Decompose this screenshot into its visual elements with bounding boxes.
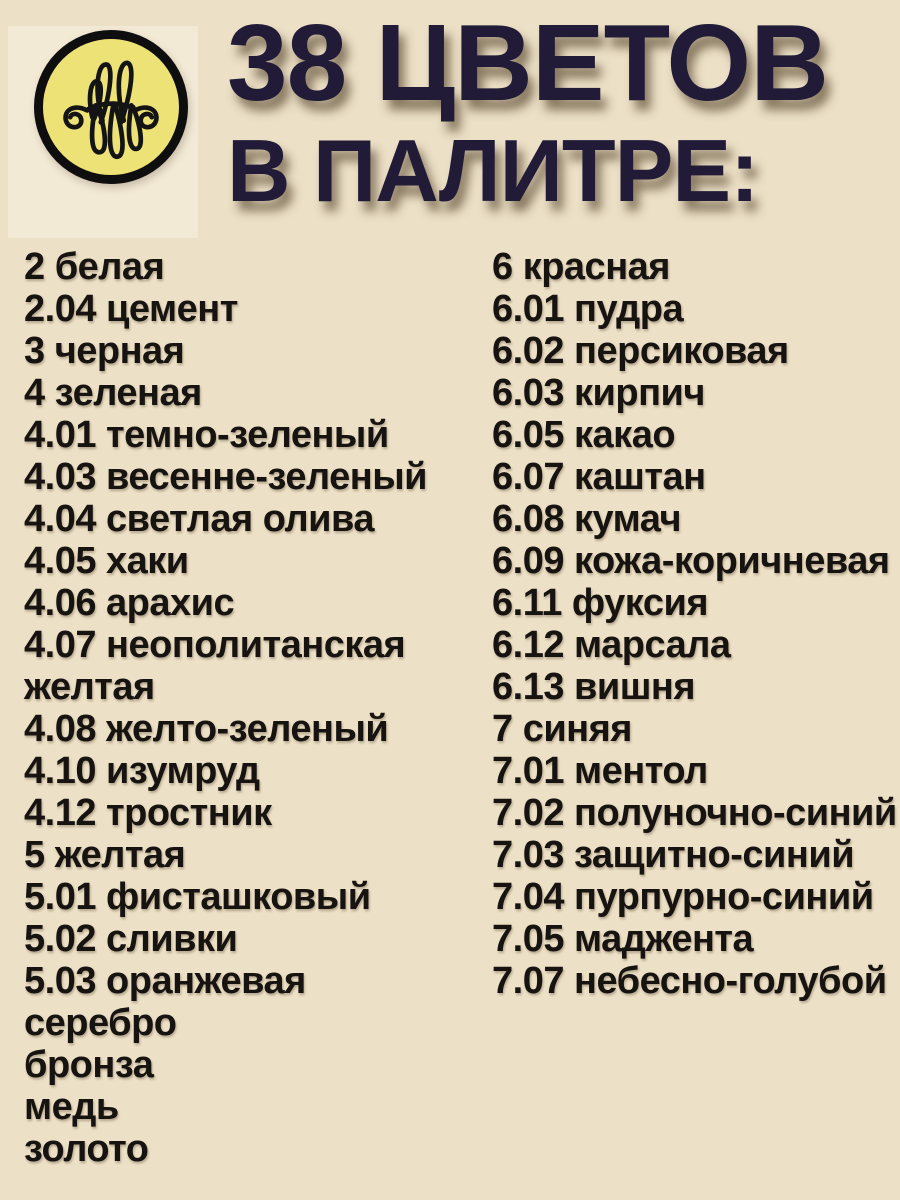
palette-line: бронза [24,1044,154,1086]
palette-line: 4.04 светлая олива [24,498,375,540]
palette-line: 6.12 марсала [492,624,731,666]
palette-column-right [492,246,898,1002]
palette-line: 7.04 пурпурно-синий [492,876,874,918]
palette-line: 7.01 ментол [492,750,708,792]
page-title [227,2,828,220]
palette-line: 4.01 темно-зеленый [24,414,389,456]
palette-line: 6.05 какао [492,414,676,456]
palette-line: золото [24,1128,149,1170]
palette-line: 5 желтая [24,834,186,876]
palette-line: 4.05 хаки [24,540,189,582]
palette-line: медь [24,1086,119,1128]
brand-logo [34,30,188,184]
palette-line: 2.04 цемент [24,288,238,330]
palette-line: 6.11 фуксия [492,582,708,624]
palette-line: 4.06 арахис [24,582,235,624]
palette-column-left [24,246,490,1170]
palette-line: 3 черная [24,330,185,372]
palette-line: 6.02 персиковая [492,330,789,372]
palette-line: 2 белая [24,246,165,288]
palette-line: 7 синяя [492,708,632,750]
palette-line: 4.03 весенне-зеленый [24,456,428,498]
palette-line: 6 красная [492,246,670,288]
palette-line: 5.03 оранжевая [24,960,306,1002]
palette-line: 4.12 тростник [24,792,272,834]
palette-line: 6.07 каштан [492,456,706,498]
palette-line: 4.07 неополитанская [24,624,406,666]
palette-line: 5.02 сливки [24,918,238,960]
palette-line: 4.10 изумруд [24,750,260,792]
palette-line: 7.02 полуночно-синий [492,792,897,834]
palette-line: 4 зеленая [24,372,202,414]
palette-line: 7.07 небесно-голубой [492,960,887,1002]
title-line-2: В ПАЛИТРЕ: [227,121,759,220]
palette-line: 6.13 вишня [492,666,696,708]
palette-line: 6.09 кожа-коричневая [492,540,890,582]
palette-line: 6.03 кирпич [492,372,705,414]
title-line-1: 38 ЦВЕТОВ [227,2,828,124]
palette-line: желтая [24,666,155,708]
palette-line: 4.08 желто-зеленый [24,708,389,750]
palette-line: 5.01 фисташковый [24,876,371,918]
palette-line: 6.01 пудра [492,288,684,330]
palette-line: 6.08 кумач [492,498,682,540]
monogram-icon [43,39,179,175]
palette-line: 7.03 защитно-синий [492,834,855,876]
palette-line: серебро [24,1002,177,1044]
palette-line: 7.05 маджента [492,918,754,960]
